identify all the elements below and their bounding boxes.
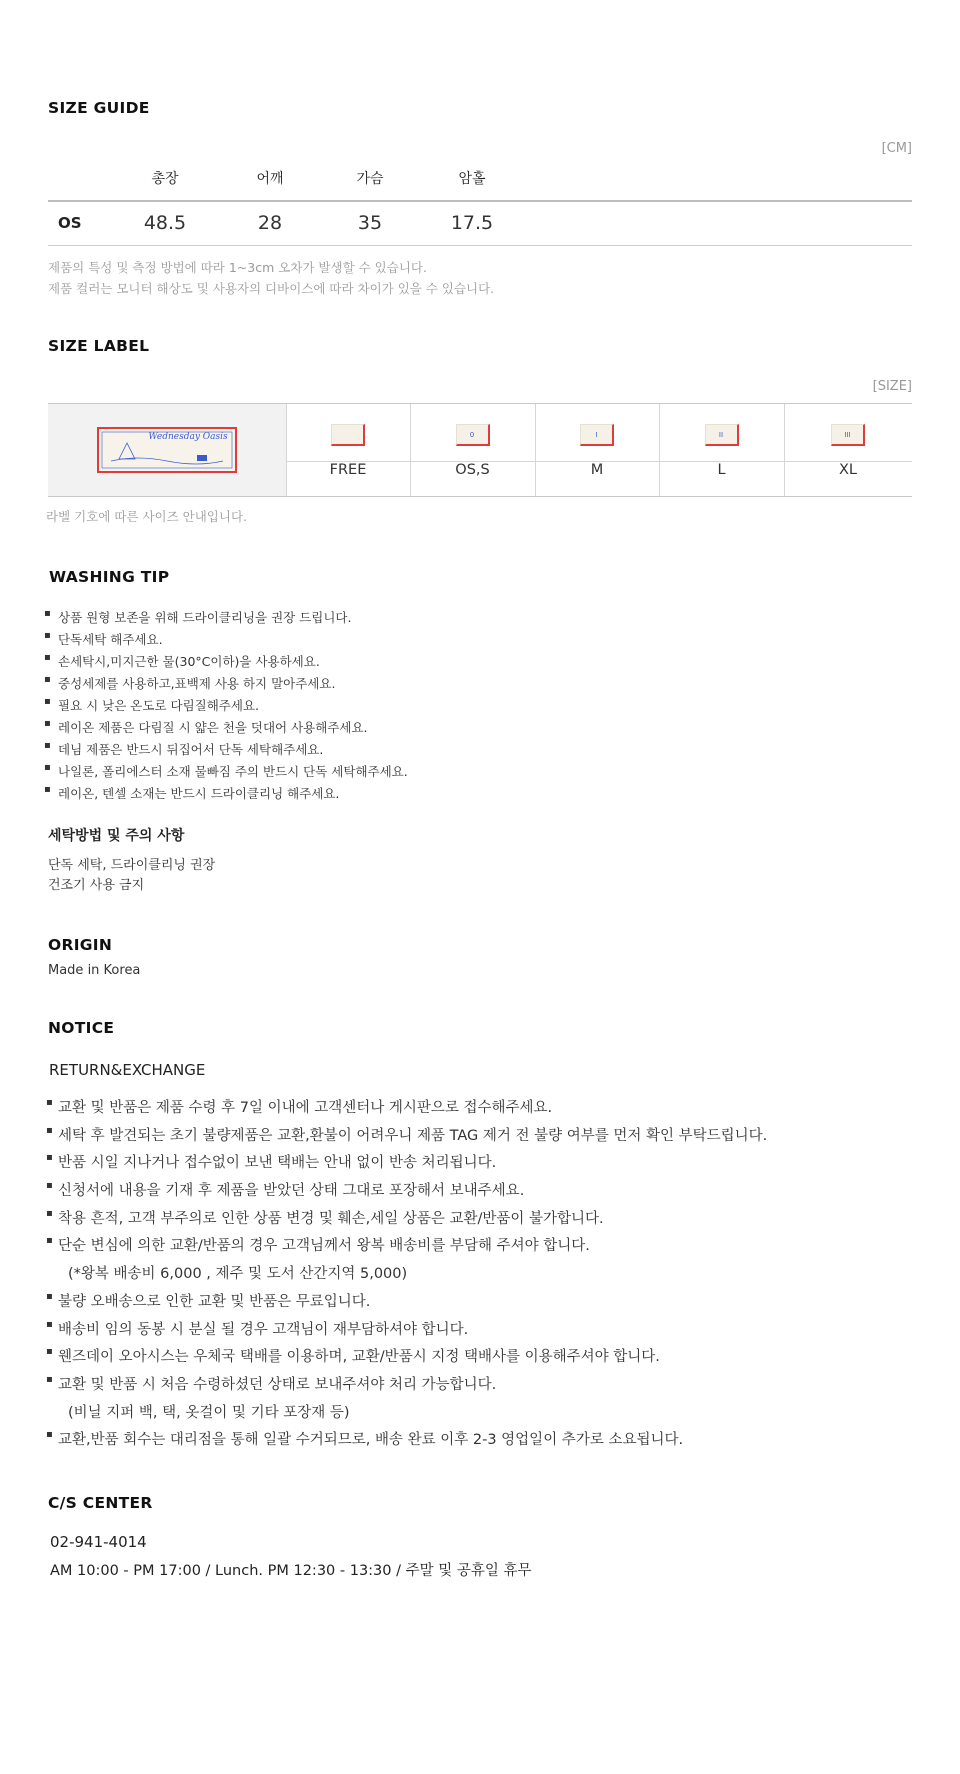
size-guide-header: 가슴 (356, 171, 384, 187)
size-label-name: OS,S (455, 462, 490, 478)
size-label-column (410, 404, 536, 496)
washing-tip-item: ▪ 레이온 제품은 다림질 시 얇은 천을 덧대어 사용해주세요. (58, 718, 368, 736)
notice-item: ▪ 단순 변심에 의한 교환/반품의 경우 고객님께서 왕복 배송비를 부담해 주셔야 합니다. (58, 1234, 590, 1255)
washing-method-lines (48, 856, 215, 896)
size-label-title: SIZE LABEL (48, 337, 150, 355)
notice-item: ▪ 웬즈데이 오아시스는 우체국 택배를 이용하며, 교환/반품시 지정 택배사를 이용해주셔야 합니다. (58, 1345, 660, 1366)
size-guide-note: 제품의 특성 및 측정 방법에 따라 1~3cm 오차가 발생할 수 있습니다. (48, 260, 427, 275)
notice-item: ▪ 교환 및 반품은 제품 수령 후 7일 이내에 고객센터나 게시판으로 접수해주세요. (58, 1096, 552, 1117)
label-image-text: Wednesday Oasis (148, 432, 228, 442)
size-guide-header: 총장 (151, 171, 179, 187)
size-label-table (48, 403, 912, 497)
washing-tip-item: ▪ 단독세탁 해주세요. (58, 630, 163, 648)
notice-item: ▪ 세탁 후 발견되는 초기 불량제품은 교환,환불이 어려우니 제품 TAG 제거 전 불량 여부를 먼저 확인 부탁드립니다. (58, 1124, 767, 1145)
label-image-cell (48, 404, 287, 496)
size-label-column (286, 404, 411, 496)
size-label-note: 라벨 기호에 따른 사이즈 안내입니다. (46, 509, 247, 524)
size-label-name: L (717, 462, 726, 478)
origin-title: ORIGIN (48, 936, 113, 954)
washing-tip-item: ▪ 데님 제품은 반드시 뒤집어서 단독 세탁해주세요. (58, 740, 323, 758)
divider (48, 245, 912, 246)
size-tag-icon: 0 (456, 424, 490, 446)
size-guide-header: 암홀 (458, 171, 486, 187)
notice-item: ▪ 배송비 임의 동봉 시 분실 될 경우 고객님이 재부담하셔야 합니다. (58, 1318, 468, 1339)
size-tag-icon: I (580, 424, 614, 446)
notice-item: ▪ 착용 흔적, 고객 부주의로 인한 상품 변경 및 훼손,세일 상품은 교환/반품이 불가합니다. (58, 1207, 604, 1228)
size-label-name: FREE (329, 462, 367, 478)
washing-tip-item: ▪ 손세탁시,미지근한 물(30°C이하)을 사용하세요. (58, 652, 320, 670)
washing-tip-item: ▪ 필요 시 낮은 온도로 다림질해주세요. (58, 696, 259, 714)
cs-phone: 02-941-4014 (50, 1533, 147, 1551)
washing-tip-item: ▪ 레이온, 텐셀 소재는 반드시 드라이클리닝 해주세요. (58, 784, 339, 802)
size-label-name: M (590, 462, 604, 478)
size-guide-cell: 48.5 (143, 212, 187, 234)
size-guide-cell: 17.5 (450, 212, 494, 234)
washing-method-line: 건조기 사용 금지 (48, 878, 145, 893)
divider (48, 200, 912, 202)
washing-method-line: 단독 세탁, 드라이클리닝 권장 (48, 858, 216, 873)
notice-item: ▪ 신청서에 내용을 기재 후 제품을 받았던 상태 그대로 포장해서 보내주세요. (58, 1179, 524, 1200)
notice-item-sub: (비닐 지퍼 백, 택, 옷걸이 및 기타 포장재 등) (68, 1405, 350, 1421)
cs-hours: AM 10:00 - PM 17:00 / Lunch. PM 12:30 - 13:30 / 주말 및 공휴일 휴무 (50, 1563, 532, 1579)
size-guide-note: 제품 컬러는 모니터 해상도 및 사용자의 디바이스에 따라 차이가 있을 수 있습니다. (48, 281, 495, 296)
size-tag-icon (331, 424, 365, 446)
size-guide-row-size: OS (58, 214, 82, 232)
notice-item: ▪ 교환 및 반품 시 처음 수령하셨던 상태로 보내주셔야 처리 가능합니다. (58, 1373, 496, 1394)
size-label-name: XL (838, 462, 857, 478)
cs-center-title: C/S CENTER (48, 1494, 153, 1512)
notice-item: ▪ 불량 오배송으로 인한 교환 및 반품은 무료입니다. (58, 1290, 370, 1311)
size-tag-icon: II (705, 424, 739, 446)
size-label-column (784, 404, 912, 496)
origin-value: Made in Korea (48, 963, 141, 978)
size-guide-header: 어깨 (256, 171, 284, 187)
washing-tip-title: WASHING TIP (49, 568, 170, 586)
notice-item: ▪ 반품 시일 지나거나 접수없이 보낸 택배는 안내 없이 반송 처리됩니다. (58, 1151, 496, 1172)
washing-tip-item: ▪ 상품 원형 보존을 위해 드라이클리닝을 권장 드립니다. (58, 608, 351, 626)
size-guide-cell: 28 (257, 212, 283, 234)
size-label-column (535, 404, 660, 496)
washing-tip-item: ▪ 나일론, 폴리에스터 소재 물빠짐 주의 반드시 단독 세탁해주세요. (58, 762, 408, 780)
notice-item-sub: (*왕복 배송비 6,000 , 제주 및 도서 산간지역 5,000) (68, 1266, 408, 1282)
size-label-column (659, 404, 785, 496)
size-guide-unit: [CM] (881, 141, 912, 156)
size-guide-title: SIZE GUIDE (48, 99, 150, 117)
notice-item: ▪ 교환,반품 회수는 대리점을 통해 일괄 수거되므로, 배송 완료 이후 2-3 영업일이 추가로 소요됩니다. (58, 1428, 683, 1449)
washing-method-title: 세탁방법 및 주의 사항 (48, 828, 185, 844)
washing-tip-item: ▪ 중성세제를 사용하고,표백제 사용 하지 말아주세요. (58, 674, 335, 692)
notice-subtitle: RETURN&EXCHANGE (49, 1061, 206, 1079)
notice-title: NOTICE (48, 1019, 115, 1037)
size-guide-notes (48, 257, 494, 299)
size-label-unit: [SIZE] (872, 379, 912, 394)
size-tag-icon: III (831, 424, 865, 446)
size-guide-cell: 35 (357, 212, 383, 234)
